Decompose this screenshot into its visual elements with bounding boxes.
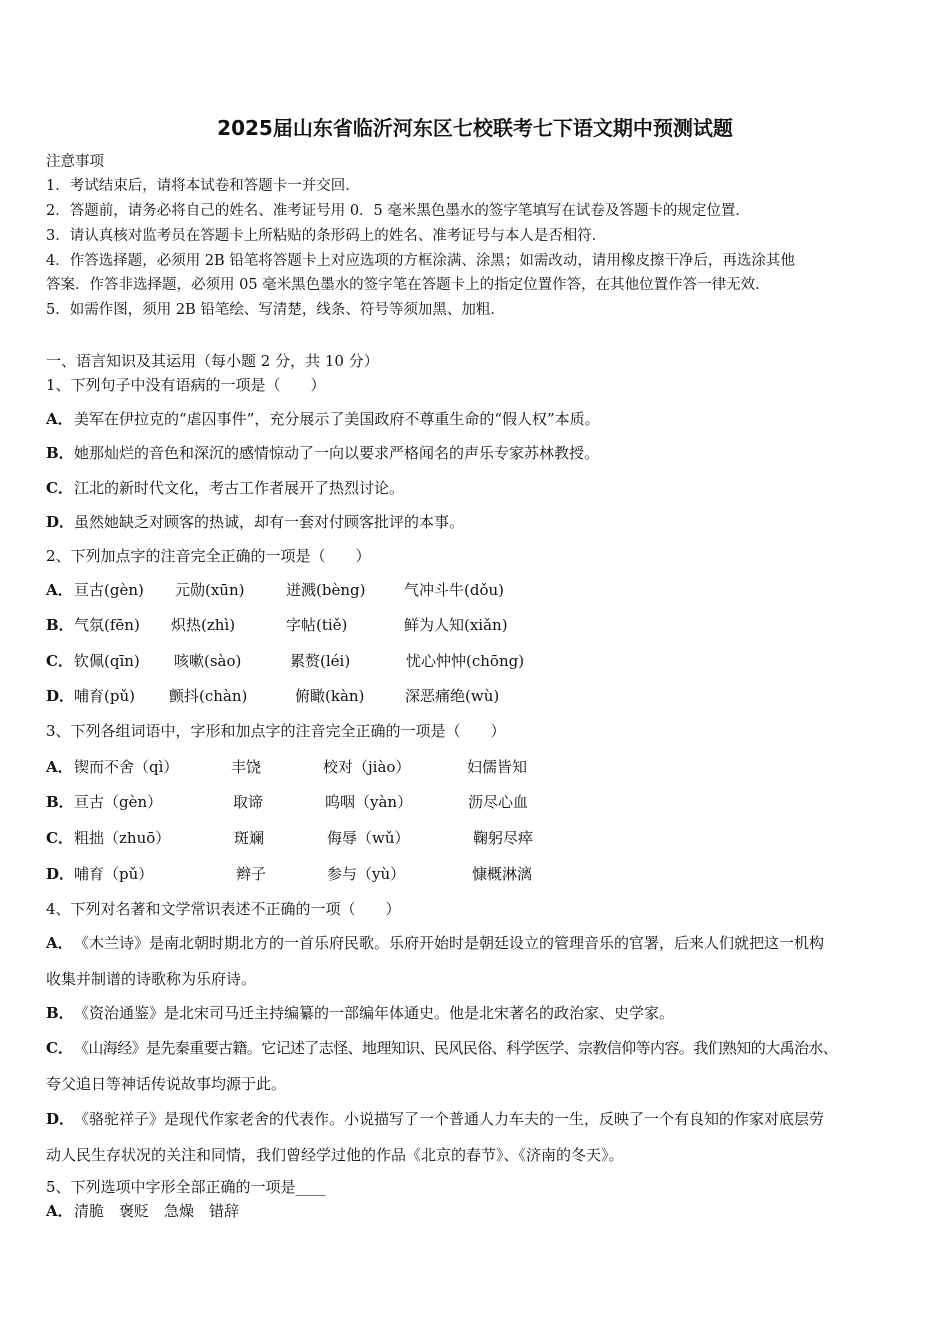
option-label: A． <box>46 934 73 952</box>
option-label: A． <box>46 1202 73 1220</box>
option-label: C． <box>46 652 73 670</box>
q4-option-b <box>46 1003 674 1023</box>
option-text-continued: 夸父追日等神话传说故事均源于此。 <box>46 1075 287 1093</box>
option-label: B． <box>46 616 74 634</box>
option-item: 侮辱（wǔ） <box>327 829 410 847</box>
option-label: A． <box>46 581 73 599</box>
option-text: 她那灿烂的音色和深沉的感情惊动了一向以要求严格闻名的声乐专家苏林教授。 <box>74 444 600 462</box>
option-item: 鞠躬尽瘁 <box>473 829 534 847</box>
notice-item: 4．作答选择题，必须用 2B 铅笔将答题卡上对应选项的方框涂满、涂黑；如需改动，请用橡皮擦干净后，再选涂其他 <box>46 253 795 269</box>
option-item: 迸溅(bèng) <box>286 581 366 599</box>
option-text-continued: 动人民生存状况的关注和同情，我们曾经学过他的作品《北京的春节》、《济南的冬天》。 <box>46 1146 624 1164</box>
option-item: 哺育(pǔ) <box>74 687 135 705</box>
notice-heading: 注意事项 <box>46 154 104 170</box>
option-label: A． <box>46 758 73 776</box>
q1-option-b <box>46 443 599 463</box>
option-item: 取谛 <box>233 793 264 811</box>
option-text: 《木兰诗》是南北朝时期北方的一首乐府民歌。乐府开始时是朝廷设立的管理音乐的官署，后来人们就把这一机构 <box>74 934 825 952</box>
question-stem-3: 3、下列各组词语中，字形和加点字的注音完全正确的一项是（ ） <box>46 722 506 740</box>
option-text: 江北的新时代文化，考古工作者展开了热烈讨论。 <box>74 479 405 497</box>
option-text: 《山海经》是先秦重要古籍。它记述了志怪、地理知识、民风民俗、科学医学、宗教信仰等内容。我们熟知的大禹治水、 <box>74 1039 838 1057</box>
option-item: 字帖(tiě) <box>286 616 348 634</box>
notice-item: 2．答题前，请务必将自己的姓名、准考证号用 0．5 毫米黑色墨水的签字笔填写在试卷及答题卡的规定位置． <box>46 203 750 219</box>
option-label: C． <box>46 829 73 847</box>
option-text: 虽然她缺乏对顾客的热诚，却有一套对付顾客批评的本事。 <box>74 513 465 531</box>
page-title: 2025届山东省临沂河东区七校联考七下语文期中预测试题 <box>217 116 733 140</box>
option-label: D． <box>46 865 75 883</box>
option-text: 《资治通鉴》是北宋司马迁主持编纂的一部编年体通史。他是北宋著名的政治家、史学家。 <box>74 1004 675 1022</box>
option-item: 呜咽（yàn） <box>325 793 413 811</box>
option-item: 颤抖(chàn) <box>169 687 248 705</box>
q1-option-c <box>46 478 404 498</box>
option-label: B． <box>46 1004 74 1022</box>
option-item: 俯瞰(kàn) <box>295 687 365 705</box>
option-label: B． <box>46 793 74 811</box>
option-item: 粗拙（zhuō） <box>74 829 171 847</box>
option-item: 深恶痛绝(wù) <box>405 687 500 705</box>
notice-item: 3．请认真核对监考员在答题卡上所粘贴的条形码上的姓名、准考证号与本人是否相符． <box>46 228 607 244</box>
question-stem-2: 2、下列加点字的注音完全正确的一项是（ ） <box>46 547 371 565</box>
option-item: 参与（yù） <box>327 865 406 883</box>
option-item: 亘古（gèn） <box>74 793 163 811</box>
q5-option-a <box>46 1201 239 1221</box>
option-text: 美军在伊拉克的“虐囚事件”，充分展示了美国政府不尊重生命的“假人权”本质。 <box>74 410 600 428</box>
q4-option-d <box>46 1109 824 1129</box>
option-item: 气冲斗牛(dǒu) <box>404 581 504 599</box>
question-stem-5: 5、下列选项中字形全部正确的一项是____ <box>46 1178 326 1196</box>
option-item: 辫子 <box>236 865 267 883</box>
option-item: 忧心忡忡(chōng) <box>406 652 525 670</box>
option-item: 校对（jiào） <box>323 758 411 776</box>
option-item: 丰饶 <box>231 758 262 776</box>
section-heading: 一、语言知识及其运用（每小题 2 分，共 10 分） <box>46 352 379 370</box>
option-item: 元勋(xūn) <box>175 581 245 599</box>
option-item: 钦佩(qīn) <box>74 652 140 670</box>
question-stem-1: 1、下列句子中没有语病的一项是（ ） <box>46 376 326 394</box>
option-item: 哺育（pǔ） <box>74 865 154 883</box>
option-item: 慷概淋漓 <box>472 865 533 883</box>
option-item: 斑斓 <box>234 829 265 847</box>
q4-option-a <box>46 933 824 953</box>
option-label: A． <box>46 410 73 428</box>
option-label: D． <box>46 687 75 705</box>
q4-option-c <box>46 1038 837 1058</box>
option-item: 鲜为人知(xiǎn) <box>404 616 508 634</box>
notice-item: 1．考试结束后，请将本试卷和答题卡一并交回． <box>46 178 360 194</box>
option-item: 沥尽心血 <box>468 793 529 811</box>
option-label: D． <box>46 513 75 531</box>
option-label: B． <box>46 444 74 462</box>
option-text: 《骆驼祥子》是现代作家老舍的代表作。小说描写了一个普通人力车夫的一生，反映了一个有良知的作家对底层劳 <box>74 1110 825 1128</box>
question-stem-4: 4、下列对名著和文学常识表述不正确的一项（ ） <box>46 900 401 918</box>
option-item: 累赘(léi) <box>290 652 351 670</box>
option-item: 气氛(fēn) <box>74 616 140 634</box>
option-text-continued: 收集并制谱的诗歌称为乐府诗。 <box>46 970 257 988</box>
option-item: 亘古(gèn) <box>74 581 144 599</box>
option-label: C． <box>46 479 73 497</box>
notice-item: 5．如需作图，须用 2B 铅笔绘、写清楚，线条、符号等须加黑、加粗． <box>46 302 505 318</box>
option-label: D． <box>46 1110 75 1128</box>
q1-option-a <box>46 409 600 429</box>
option-item: 咳嗽(sào) <box>174 652 242 670</box>
option-item: 锲而不舍（qì） <box>74 758 179 776</box>
option-label: C． <box>46 1039 73 1057</box>
option-item: 妇儒皆知 <box>467 758 528 776</box>
option-item: 炽热(zhì) <box>171 616 236 634</box>
notice-item: 答案．作答非选择题，必须用 05 毫米黑色墨水的签字笔在答题卡上的指定位置作答，在其他位置作答一律无效． <box>46 277 770 293</box>
q1-option-d <box>46 512 464 532</box>
option-text: 清脆 褒贬 急燥 错辞 <box>74 1202 240 1220</box>
